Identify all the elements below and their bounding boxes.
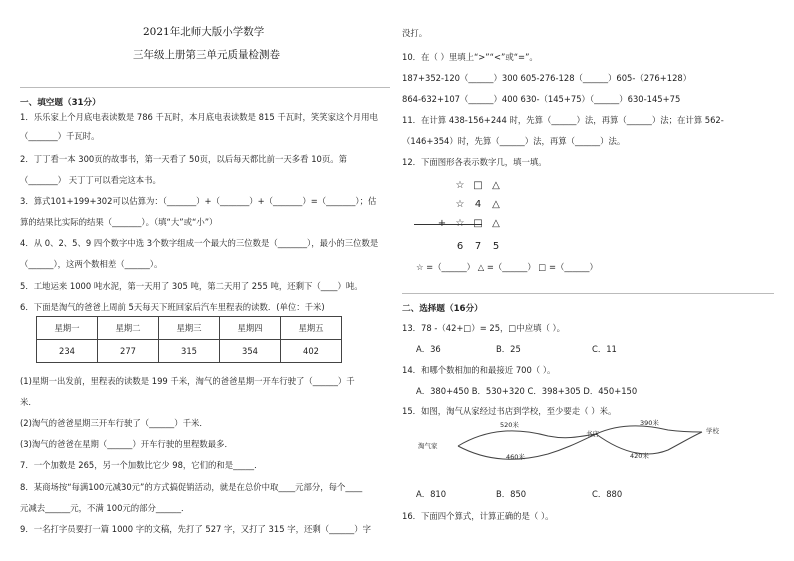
q3-line2: 算的结果比实际的结果（_______）。（填“大”或“小”） [20,217,218,227]
q9-continuation: 没打。 [402,28,428,38]
q11-line1: 11．在计算 438-156+244 时，先算（______）法，再算（______）法；在计算 562- [402,115,724,125]
triangle-symbol: △ [492,180,500,191]
star-symbol: ☆ [455,218,465,229]
section-1-heading: 一、填空题（31分） [20,98,101,108]
q6-sub2-line: (2)淘气的爸爸星期三开车行驶了（______）千米． [20,418,208,428]
mileage-table-header-row [37,317,342,340]
table-header-cell: 星期三 [159,317,220,340]
q13-option-a: A．36 [416,344,441,354]
route-map [418,420,738,470]
q4-line2: （______），这两个数相差（______）。 [20,259,163,269]
symbol-addition-puzzle [434,178,504,258]
q11-line2: （146+354）时，先算（______）法，再算（______）法。 [402,136,626,146]
map-distance-label: 460米 [506,453,525,461]
route-store-school-bottom [596,432,702,454]
q8-line1: 8．某商场按“每满100元减30元”的方式搞促销活动，就是在总价中取____元部分，每个____ [20,482,363,492]
q3-line1: 3．算式101+199+302可以估算为：（_______）+（_______）+（_______）=（_______）；估 [20,196,377,206]
q15-option-a: A．810 [416,489,447,499]
q12-line: 12．下面图形各表示数字几，填一填。 [402,157,547,167]
table-header-cell: 星期五 [281,317,342,340]
mileage-table-value-row [37,340,342,363]
q10-row1: 187+352-120（______）300 605-276-128（______）605-（276+128） [402,73,692,83]
square-symbol: □ [473,218,483,229]
puzzle-row [434,197,504,216]
puzzle-row [434,178,504,197]
q10-line: 10．在（ ）里填上“>”“<”或“=”。 [402,52,538,62]
digit-four: 4 [474,199,482,210]
plus-sign: + [437,218,447,229]
q15-option-b: B．850 [496,489,527,499]
q1-line2: （_______）千瓦时。 [20,131,100,141]
triangle-symbol: △ [492,218,500,229]
square-symbol: □ [473,180,483,191]
map-home-label: 淘气家 [418,442,438,450]
q13-option-b: B．25 [496,344,521,354]
map-distance-label: 420米 [630,452,649,460]
q14-line: 14．和哪个数相加的和最接近 700（ ）。 [402,365,556,375]
section-divider [402,293,774,294]
q8-line2: 元减去______元，不满 100元的部分______． [20,503,190,513]
q9-line: 9．一名打字员要打一篇 1000 字的文稿，先打了 527 字，又打了 315 字，还剩（______）字 [20,524,371,534]
map-distance-label: 520米 [500,421,519,429]
q14-options: A．380+450 B．530+320 C．398+305 D．450+150 [416,386,638,396]
q16-line: 16．下面四个算式，计算正确的是（ ）。 [402,511,554,521]
q6-sub3-line: (3)淘气的爸爸在星期（______）开车行驶的里程数最多． [20,439,233,449]
map-distance-label: 390米 [640,419,659,427]
puzzle-row [434,216,504,235]
map-school-label: 学校 [706,427,719,435]
q10-row2: 864-632+107（______）400 630-（145+75）（______）630-145+75 [402,94,681,104]
q13-line: 13．78 -（42+□）= 25，□中应填（ ）。 [402,323,566,333]
exam-title-line2: 三年级上册第三单元质量检测卷 [133,49,280,61]
table-header-cell: 星期二 [98,317,159,340]
result-digit: 6 [456,241,464,252]
q6-sub1-line2: 米． [20,397,37,407]
q1-line1: 1．乐乐家上个月底电表读数是 786 千瓦时，本月底电表读数是 815 千瓦时，笑笑家这个月用电 [20,112,378,122]
map-store-label: 书店 [586,430,599,438]
q12-answer-line: ☆ =（______） △ =（______） □ =（______） [416,262,598,272]
table-cell: 315 [159,340,220,363]
result-digit: 7 [474,241,482,252]
section-2-heading: 二、选择题（16分） [402,304,483,314]
table-cell: 234 [37,340,98,363]
q6-sub1-line1: (1)星期一出发前，里程表的读数是 199 千米，淘气的爸爸星期一开车行驶了（______）千 [20,376,355,386]
triangle-symbol: △ [492,199,500,210]
puzzle-result-row [434,239,504,258]
q15-line: 15．如图，淘气从家经过书店到学校，至少要走（ ）米。 [402,406,617,416]
q7-line: 7．一个加数是 265，另一个加数比它少 98，它们的和是_____． [20,460,263,470]
q4-line1: 4．从 0、2、5、9 四个数字中选 3个数字组成一个最大的三位数是（_______），最小的三位数是 [20,238,379,248]
table-cell: 354 [220,340,281,363]
q5-line: 5．工地运来 1000 吨水泥，第一天用了 305 吨，第二天用了 255 吨，还剩下（____）吨。 [20,281,363,291]
q13-option-c: C．11 [592,344,617,354]
star-symbol: ☆ [455,180,465,191]
sum-divider-line [414,224,482,225]
table-header-cell: 星期一 [37,317,98,340]
section-divider [20,87,390,88]
table-cell: 402 [281,340,342,363]
result-digit: 5 [492,241,500,252]
star-symbol: ☆ [455,199,465,210]
mileage-table [36,316,342,363]
q2-line1: 2．丁丁看一本 300页的故事书，第一天看了 50页，以后每天都比前一天多看 10页。第 [20,154,347,164]
q6-line: 6．下面是淘气的爸爸上周前 5天每天下班回家后汽车里程表的读数．(单位：千米) [20,302,325,312]
exam-title-line1: 2021年北师大版小学数学 [143,26,265,38]
q2-line2: （_______） 天丁丁可以看完这本书。 [20,175,161,185]
table-header-cell: 星期四 [220,317,281,340]
table-cell: 277 [98,340,159,363]
route-home-store-bottom [458,434,596,459]
q15-option-c: C．880 [592,489,623,499]
